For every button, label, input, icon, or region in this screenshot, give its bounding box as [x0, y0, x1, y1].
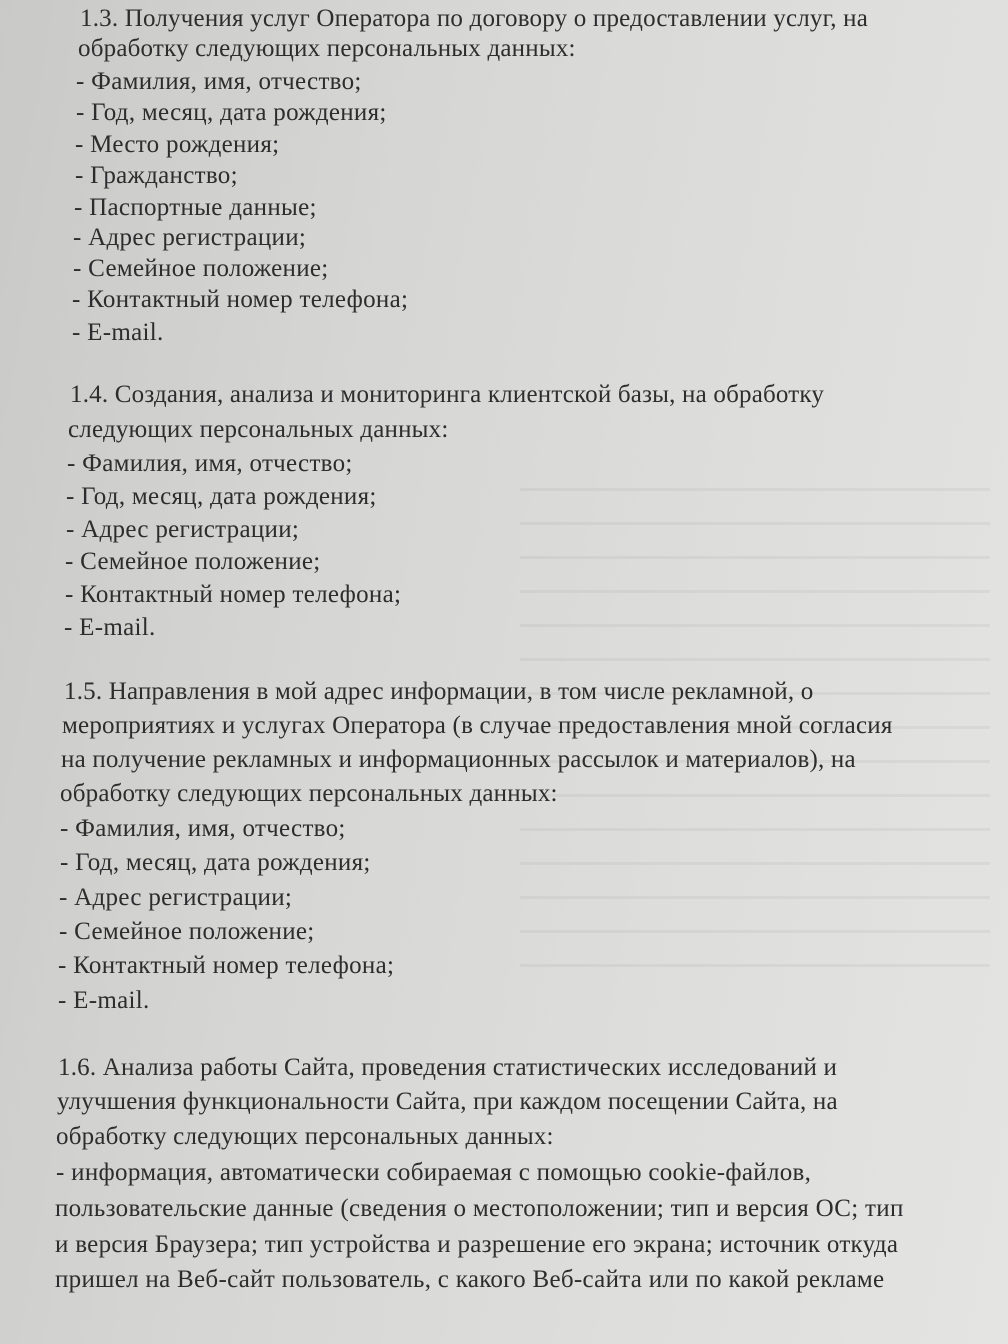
section-1-3-item: - Год, месяц, дата рождения; [76, 99, 387, 126]
section-1-3-heading-line-2: обработку следующих персональных данных: [78, 35, 576, 62]
section-1-5-item: - E-mail. [58, 987, 150, 1014]
section-1-4-item: - Адрес регистрации; [66, 516, 300, 543]
section-1-5-heading-line-4: обработку следующих персональных данных: [60, 780, 558, 807]
section-1-5-item: - Семейное положение; [59, 918, 315, 945]
section-1-5-heading-line-1: 1.5. Направления в мой адрес информации, в том числе рекламной, о [64, 678, 814, 705]
section-1-3-item: - E-mail. [72, 319, 164, 346]
section-1-6-item: пользовательские данные (сведения о местоположении; тип и версия ОС; тип [55, 1195, 904, 1222]
section-1-4-item: - Контактный номер телефона; [65, 581, 402, 608]
section-1-3-heading-line-1: 1.3. Получения услуг Оператора по договору о предоставлении услуг, на [80, 5, 869, 32]
section-1-4-heading-line-2: следующих персональных данных: [68, 416, 449, 443]
section-1-3-item: - Паспортные данные; [74, 194, 317, 221]
section-1-4-item: - Семейное положение; [65, 548, 321, 575]
section-1-5-heading-line-2: мероприятиях и услугах Оператора (в случае предоставления мной согласия [62, 712, 893, 739]
section-1-3-item: - Фамилия, имя, отчество; [76, 68, 362, 95]
section-1-4-heading-line-1: 1.4. Создания, анализа и мониторинга клиентской базы, на обработку [70, 381, 825, 408]
section-1-5-heading-line-3: на получение рекламных и информационных рассылок и материалов), на [61, 746, 856, 773]
section-1-3-item: - Контактный номер телефона; [72, 286, 409, 313]
section-1-3-item: - Семейное положение; [73, 255, 329, 282]
section-1-5-item: - Адрес регистрации; [59, 884, 293, 911]
section-1-5-item: - Фамилия, имя, отчество; [60, 815, 346, 842]
section-1-6-heading-line-2: улучшения функциональности Сайта, при каждом посещении Сайта, на [57, 1088, 838, 1115]
section-1-4-item: - E-mail. [64, 614, 156, 641]
section-1-6-item: и версия Браузера; тип устройства и разрешение его экрана; источник откуда [55, 1231, 899, 1258]
section-1-3-item: - Место рождения; [75, 131, 280, 158]
section-1-4-item: - Фамилия, имя, отчество; [67, 450, 353, 477]
section-1-6-heading-line-1: 1.6. Анализа работы Сайта, проведения статистических исследований и [58, 1054, 838, 1081]
section-1-5-item: - Контактный номер телефона; [58, 952, 395, 979]
section-1-6-item: - информация, автоматически собираемая с помощью cookie-файлов, [56, 1159, 812, 1186]
section-1-6-heading-line-3: обработку следующих персональных данных: [56, 1123, 554, 1150]
section-1-3-item: - Адрес регистрации; [73, 224, 307, 251]
section-1-6-item: пришел на Веб-сайт пользователь, с какого Веб-сайта или по какой рекламе [55, 1266, 885, 1293]
section-1-5-item: - Год, месяц, дата рождения; [60, 849, 371, 876]
section-1-3-item: - Гражданство; [75, 162, 238, 189]
section-1-4-item: - Год, месяц, дата рождения; [66, 483, 377, 510]
